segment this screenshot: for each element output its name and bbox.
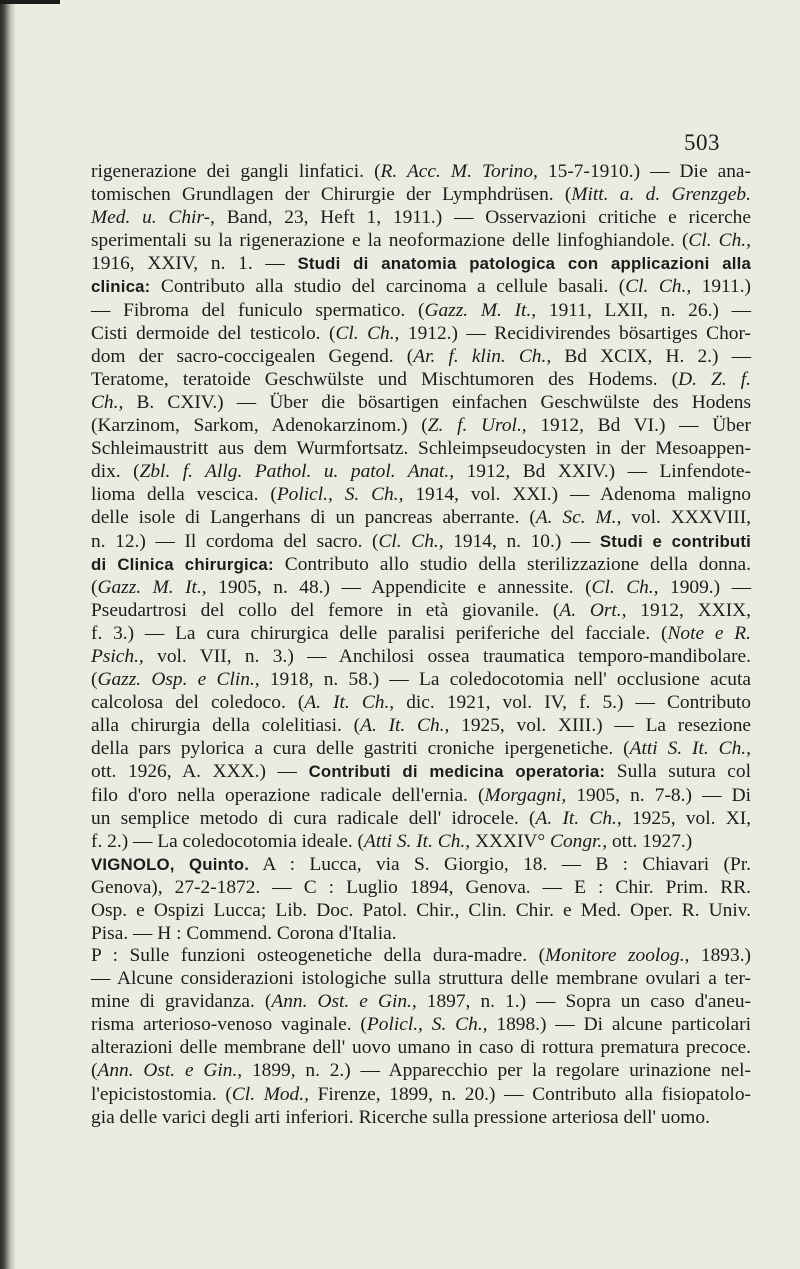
text-run: 1893.) [689, 945, 751, 966]
text-line [91, 622, 751, 645]
text-line [91, 1106, 751, 1129]
citation-italic-run: Z. f. Urol., [427, 415, 527, 437]
text-line [91, 460, 751, 483]
citation-italic-run: Ann. Ost. e Gin., [97, 1060, 243, 1082]
text-run: delle isole di Langerhans di un pancreas aberrante. ( [91, 507, 536, 529]
text-run: 1912, XXIX, [626, 599, 751, 621]
page-corner-mark [0, 0, 60, 4]
text-line [91, 760, 751, 783]
text-run: gia delle varici degli arti inferiori. Ricerche sulla pressione arteriosa dell' uomo. [91, 1106, 710, 1128]
text-line [91, 506, 751, 529]
citation-italic-run: Congr., [550, 830, 608, 852]
text-line [91, 275, 751, 298]
citation-italic-run: Cl. Ch., [688, 230, 751, 252]
text-line [91, 483, 751, 506]
text-run: Schleimaustritt aus dem Wurmfortsatz. Schleimpseudocysten in der Mesoappen- [91, 438, 751, 460]
text-run: 1914, vol. XXI.) — Adenoma maligno [403, 484, 751, 506]
text-line [91, 876, 751, 899]
text-line [91, 645, 751, 668]
text-run: 1925, vol. XI, [621, 807, 752, 829]
text-run: f. 3.) — La cura chirurgica delle paralisi periferiche del facciale. ( [91, 622, 668, 644]
text-line [91, 944, 751, 967]
text-run: un semplice metodo di cura radicale dell' idrocele. ( [91, 807, 536, 829]
text-run: 1899, n. 2.) — Apparecchio per la regolare urinazione nel- [242, 1060, 751, 1082]
text-run: A : Lucca, via S. Giorgio, 18. — B : Chiavari (Pr. [249, 854, 751, 875]
citation-italic-run: A. Ort., [559, 599, 627, 621]
text-run: mine di gravidanza. ( [91, 991, 272, 1013]
text-line [91, 345, 751, 368]
citation-italic-run: Ann. Ost. e Gin., [271, 991, 417, 1013]
text-run: dic. 1921, vol. IV, f. 5.) — Contributo [394, 692, 751, 714]
citation-italic-run: Zbl. f. Allg. Pathol. u. patol. Anat., [139, 461, 455, 483]
text-line [91, 1013, 751, 1036]
text-line [91, 1036, 751, 1059]
text-line [91, 1083, 751, 1106]
text-line [91, 990, 751, 1013]
text-line [91, 714, 751, 737]
text-line [91, 206, 751, 229]
text-line [91, 322, 751, 345]
citation-italic-run: Cl. Ch., [378, 530, 444, 552]
text-run: lioma della vescica. ( [91, 484, 277, 506]
citation-italic-run: Gazz. M. It., [424, 299, 537, 321]
text-run: della pars pylorica a cura delle gastriti croniche ipergenetiche. ( [91, 738, 630, 760]
citation-italic-run: Policl., S. Ch., [366, 1014, 488, 1036]
text-run: l'epicistostomia. ( [91, 1083, 232, 1105]
text-run: dix. ( [91, 461, 140, 483]
text-line [91, 299, 751, 322]
text-line [91, 967, 751, 990]
text-run: 1912, Bd XXIV.) — Linfendote- [454, 461, 751, 483]
citation-italic-run: A. It. Ch., [360, 715, 450, 737]
citation-italic-run: Gazz. M. It., [97, 576, 207, 598]
bold-heading-run: Studi di anatomia patologica con applicazioni alla [297, 254, 751, 274]
text-run: 1916, XXIV, n. 1. — [91, 253, 298, 275]
citation-italic-run: Monitore zoolog., [545, 945, 690, 966]
citation-italic-run: Morgagni, [484, 784, 567, 806]
citation-italic-run: Atti S. It. Ch., [363, 830, 471, 852]
text-line [91, 922, 751, 945]
citation-italic-run: A. It. Ch., [535, 807, 622, 829]
text-line [91, 530, 751, 553]
text-run: 1912.) — Recidivirendes bösartiges Chor- [399, 322, 752, 344]
citation-italic-run: Med. u. Chir-, [91, 207, 215, 229]
citation-italic-run: Gazz. Osp. e Clin., [97, 669, 260, 691]
text-line [91, 853, 751, 876]
text-run: 1912, Bd VI.) — Über [526, 415, 751, 437]
text-run: rigenerazione dei gangli linfatici. ( [91, 161, 381, 182]
text-run: P : Sulle funzioni osteogenetiche della dura-madre. ( [91, 945, 546, 966]
text-run: Firenze, 1899, n. 20.) — Contributo alla fisiopatolo- [308, 1083, 751, 1105]
text-run: 1905, n. 7-8.) — Di [566, 784, 751, 806]
text-line [91, 183, 751, 206]
bold-heading-run: clinica: [91, 277, 151, 297]
text-line [91, 1059, 751, 1082]
text-line [91, 576, 751, 599]
text-run: tomischen Grundlagen der Chirurgie der Lymphdrüsen. ( [91, 184, 572, 206]
text-run: ott. 1926, A. XXX.) — [91, 761, 309, 783]
bold-heading-run: di Clinica chirurgica: [91, 554, 274, 574]
citation-italic-run: D. Z. f. [678, 368, 751, 390]
text-run: 1905, n. 48.) — Appendicite e annessite. ( [206, 576, 592, 598]
text-line [91, 160, 751, 183]
citation-italic-run: Cl. Mod., [231, 1083, 309, 1105]
text-line [91, 252, 751, 275]
text-run: vol. XXXVIII, [621, 507, 751, 529]
text-line [91, 668, 751, 691]
text-line [91, 737, 751, 760]
text-run: filo d'oro nella operazione radicale dell'ernia. ( [91, 784, 485, 806]
text-run: Pseudartrosi del collo del femore in età giovanile. ( [91, 599, 560, 621]
citation-italic-run: Policl., S. Ch., [276, 484, 404, 506]
page-number: 503 [684, 130, 720, 155]
text-run: alla chirurgia della colelitiasi. ( [91, 715, 361, 737]
bold-heading-run: VIGNOLO, Quinto. [91, 855, 250, 874]
bibliography-paragraph [91, 160, 751, 853]
text-run: Teratome, teratoide Geschwülste und Mischtumoren des Hodems. ( [91, 368, 679, 390]
text-run: ( [91, 1060, 98, 1082]
citation-italic-run: Psich., [91, 645, 144, 667]
text-run: Contributo alla studio del carcinoma a cellule basali. ( [150, 276, 626, 298]
text-line [91, 899, 751, 922]
citation-italic-run: Atti S. It. Ch., [629, 738, 752, 760]
text-run: Contributo allo studio della sterilizzazione della donna. [273, 553, 751, 575]
text-run: 1909.) — [658, 576, 751, 598]
text-run: 1911.) [691, 276, 751, 298]
text-run: — Fibroma del funiculo spermatico. ( [91, 299, 425, 321]
text-run: risma arterioso-venoso vaginale. ( [91, 1014, 367, 1036]
citation-italic-run: Cl. Ch., [625, 276, 692, 298]
publications-paragraph [91, 944, 751, 1129]
text-run: ( [91, 669, 98, 691]
text-run: dom der sacro-coccigealen Gegend. ( [91, 345, 414, 367]
text-run: 1898.) — Di alcune particolari [487, 1014, 751, 1036]
citation-italic-run: Cl. Ch., [591, 576, 659, 598]
text-line [91, 553, 751, 576]
page-binding-edge [0, 0, 16, 1269]
text-run: vol. VII, n. 3.) — Anchilosi ossea traumatica temporo-mandibolare. [143, 645, 751, 667]
citation-italic-run: A. Sc. M., [535, 507, 622, 529]
text-run: alterazioni delle membrane dell' uovo umano in caso di rottura prematura precoce. [91, 1037, 751, 1059]
text-run: — Alcune considerazioni istologiche sulla struttura delle membrane ovulari a ter- [91, 968, 751, 990]
citation-italic-run: A. It. Ch., [304, 692, 395, 714]
text-line [91, 807, 751, 830]
text-run: 1897, n. 1.) — Sopra un caso d'aneu- [416, 991, 751, 1013]
text-run: ott. 1927.) [607, 830, 693, 852]
citation-italic-run: Mitt. a. d. Grenzgeb. [571, 184, 751, 206]
text-run: Sulla sutura col [605, 761, 751, 783]
text-run: Osp. e Ospizi Lucca; Lib. Doc. Patol. Chir., Clin. Chir. e Med. Oper. R. Univ. [91, 900, 751, 922]
text-run: Band, 23, Heft 1, 1911.) — Osservazioni critiche e ricerche [214, 207, 751, 229]
text-line [91, 691, 751, 714]
citation-italic-run: Ch., [91, 391, 124, 413]
text-run: n. 12.) — Il cordoma del sacro. ( [91, 530, 379, 552]
text-run: Genova), 27-2-1872. — C : Luglio 1894, Genova. — E : Chir. Prim. RR. [91, 877, 751, 899]
text-run: XXXIV° [470, 830, 551, 852]
text-line [91, 391, 751, 414]
citation-italic-run: Note e R. [667, 622, 751, 644]
bold-heading-run: Studi e contributi [599, 531, 751, 551]
text-run: B. CXIV.) — Über die bösartigen einfachen Geschwülste des Hodens [123, 391, 751, 413]
text-run: 1914, n. 10.) — [443, 530, 600, 552]
text-run: 1925, vol. XIII.) — La resezione [449, 715, 752, 737]
text-run: sperimentali su la rigenerazione e la neoformazione delle linfoghiandole. ( [91, 230, 689, 252]
bold-heading-run: Contributi di medicina operatoria: [308, 762, 606, 782]
text-line [91, 414, 751, 437]
text-run: 1911, LXII, n. 26.) — [536, 299, 752, 321]
text-run: ( [91, 576, 98, 598]
text-run: Pisa. — H : Commend. Corona d'Italia. [91, 923, 397, 945]
text-run: Bd XCIX, H. 2.) — [551, 345, 751, 367]
text-line [91, 229, 751, 252]
text-run: calcolosa del coledoco. ( [91, 692, 305, 714]
biography-entry-header [91, 853, 751, 945]
text-line [91, 784, 751, 807]
text-line [91, 599, 751, 622]
text-line [91, 437, 751, 460]
citation-italic-run: Ar. f. klin. Ch., [413, 345, 552, 367]
text-line [91, 368, 751, 391]
citation-italic-run: R. Acc. M. Torino, [380, 161, 538, 182]
text-run: (Karzinom, Sarkom, Adenokarzinom.) ( [91, 415, 428, 437]
text-run: 15-7-1910.) — Die ana- [537, 161, 751, 182]
text-run: 1918, n. 58.) — La coledocotomia nell' occlusione acuta [259, 669, 751, 691]
text-run: f. 2.) — La coledocotomia ideale. ( [91, 830, 364, 852]
text-line [91, 830, 751, 853]
text-run: Cisti dermoide del testicolo. ( [91, 322, 336, 344]
citation-italic-run: Cl. Ch., [335, 322, 400, 344]
